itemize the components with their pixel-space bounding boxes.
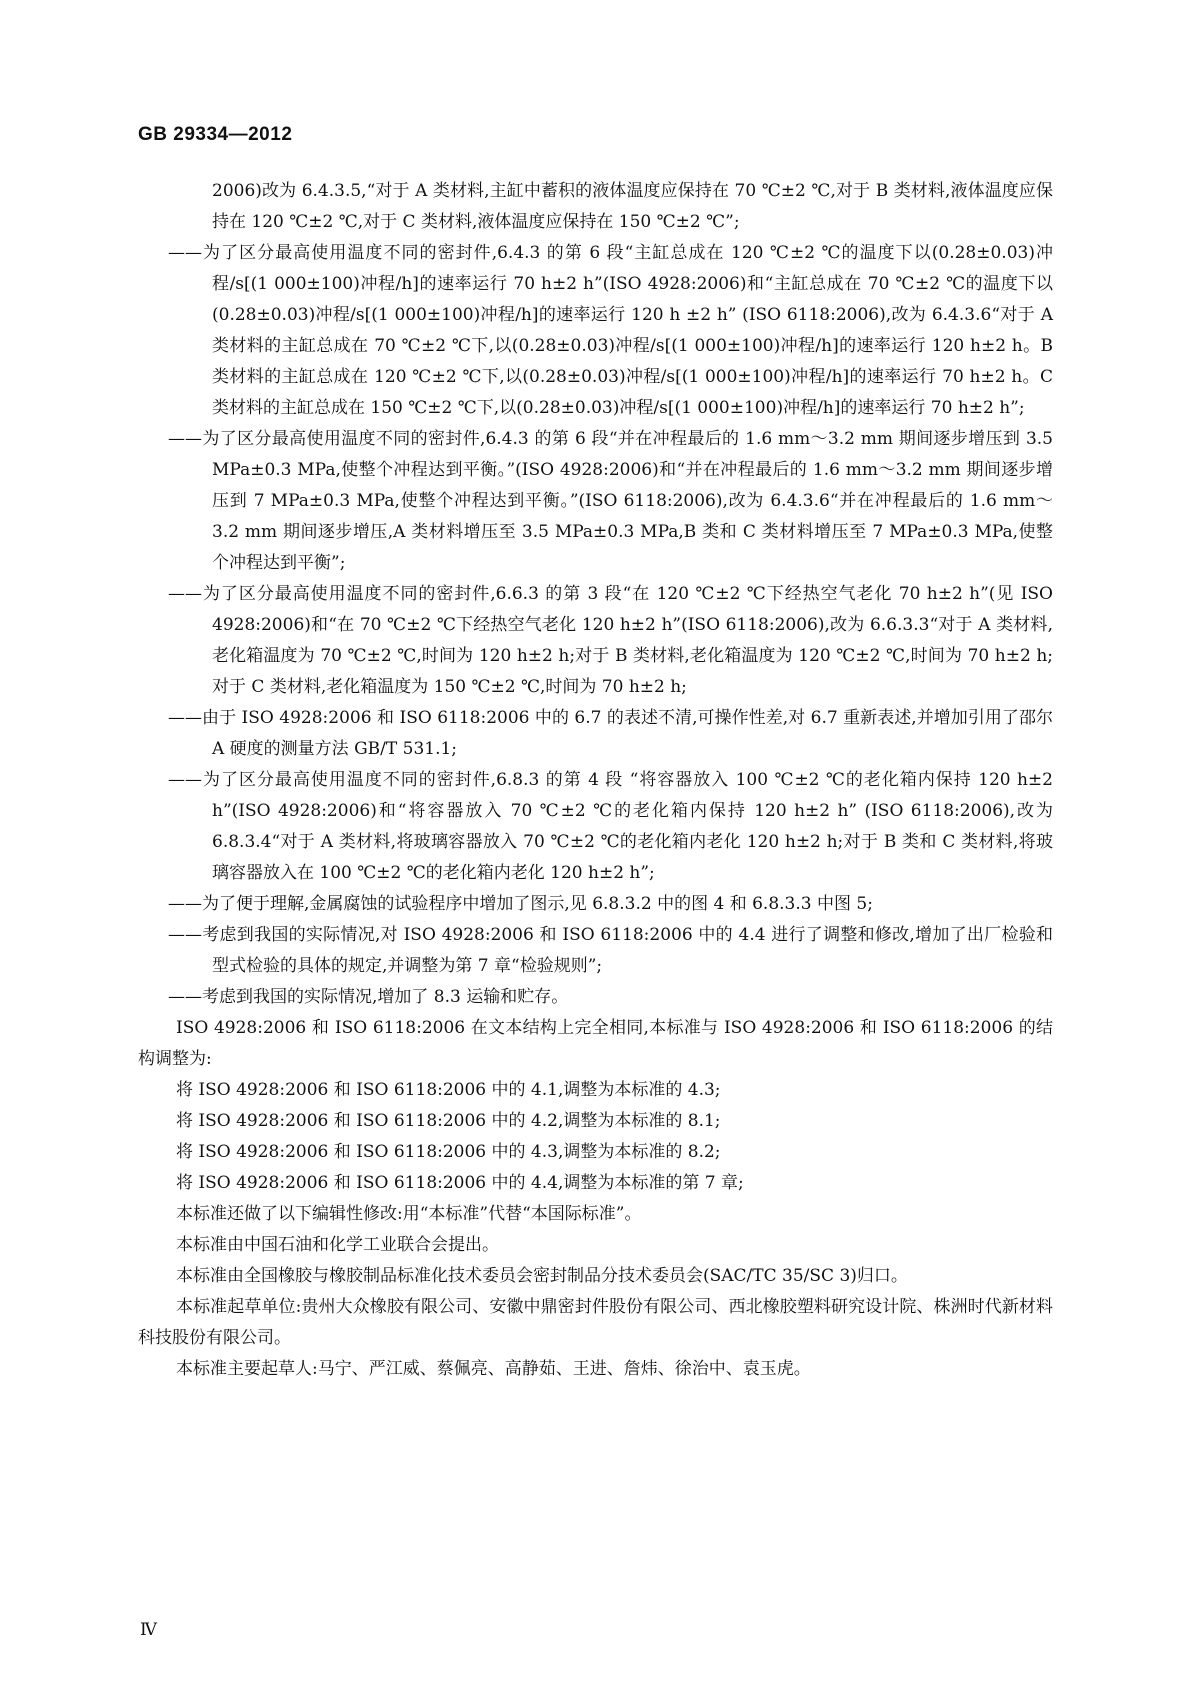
body-paragraph: 本标准还做了以下编辑性修改:用“本标准”代替“本国际标准”。 <box>176 1204 642 1224</box>
dash-list-item: ——为了区分最高使用温度不同的密封件,6.8.3 的第 4 段 “将容器放入 100 ℃±2 ℃的老化箱内保持 120 h±2 h”(ISO 4928:2006)和“将容器放入 70 ℃±2 ℃的老化箱内保持 120 h±2 h” (ISO 6118:2006),改为 6.8.3.4“对于 A 类材料,将玻璃容器放入 70 ℃±2 ℃的老化箱内老化 120 h±2 h;对于 B 类和 C 类材料,将玻璃容器放入在 100 ℃±2 ℃的老化箱内老化 120 h±2 h”; <box>168 770 1053 883</box>
dash-list-item: ——为了区分最高使用温度不同的密封件,6.4.3 的第 6 段“主缸总成在 120 ℃±2 ℃的温度下以(0.28±0.03)冲程/s[(1 000±100)冲程/h]的速率运行 70 h±2 h”(ISO 4928:2006)和“主缸总成在 70 ℃±2 ℃的温度下以(0.28±0.03)冲程/s[(1 000±100)冲程/h]的速率运行 120 h ±2 h” (ISO 6118:2006),改为 6.4.3.6“对于 A 类材料的主缸总成在 70 ℃±2 ℃下,以(0.28±0.03)冲程/s[(1 000±100)冲程/h]的速率运行 120 h±2 h。B 类材料的主缸总成在 120 ℃±2 ℃下,以(0.28±0.03)冲程/s[(1 000±100)冲程/h]的速率运行 70 h±2 h。C 类材料的主缸总成在 150 ℃±2 ℃下,以(0.28±0.03)冲程/s[(1 000±100)冲程/h]的速率运行 70 h±2 h”; <box>168 243 1053 418</box>
dash-list-item: ——为了便于理解,金属腐蚀的试验程序中增加了图示,见 6.8.3.2 中的图 4 和 6.8.3.3 中图 5; <box>168 894 873 914</box>
continued-paragraph: 2006)改为 6.4.3.5,“对于 A 类材料,主缸中蓄积的液体温度应保持在 70 ℃±2 ℃,对于 B 类材料,液体温度应保持在 120 ℃±2 ℃,对于 C 类材料,液体温度应保持在 150 ℃±2 ℃”; <box>212 181 1053 232</box>
dash-list-item: ——考虑到我国的实际情况,增加了 8.3 运输和贮存。 <box>168 987 569 1007</box>
document-number-header: GB 29334—2012 <box>138 124 293 145</box>
page-number: Ⅳ <box>140 1620 157 1640</box>
body-paragraph: 本标准起草单位:贵州大众橡胶有限公司、安徽中鼎密封件股份有限公司、西北橡胶塑料研究设计院、株洲时代新材料科技股份有限公司。 <box>138 1297 1053 1348</box>
body-paragraph: 本标准主要起草人:马宁、严江威、蔡佩亮、高静茹、王进、詹炜、徐治中、袁玉虎。 <box>176 1359 811 1379</box>
body-paragraph: 将 ISO 4928:2006 和 ISO 6118:2006 中的 4.1,调整为本标准的 4.3; <box>176 1080 721 1100</box>
body-paragraph: ISO 4928:2006 和 ISO 6118:2006 在文本结构上完全相同,本标准与 ISO 4928:2006 和 ISO 6118:2006 的结构调整为: <box>138 1018 1053 1069</box>
dash-list-item: ——为了区分最高使用温度不同的密封件,6.6.3 的第 3 段“在 120 ℃±2 ℃下经热空气老化 70 h±2 h”(见 ISO 4928:2006)和“在 70 ℃±2 ℃下经热空气老化 120 h±2 h”(ISO 6118:2006),改为 6.6.3.3“对于 A 类材料,老化箱温度为 70 ℃±2 ℃,时间为 120 h±2 h;对于 B 类材料,老化箱温度为 120 ℃±2 ℃,时间为 70 h±2 h;对于 C 类材料,老化箱温度为 150 ℃±2 ℃,时间为 70 h±2 h; <box>168 584 1053 697</box>
body-paragraph: 本标准由全国橡胶与橡胶制品标准化技术委员会密封制品分技术委员会(SAC/TC 35/SC 3)归口。 <box>176 1266 908 1286</box>
dash-list-item: ——为了区分最高使用温度不同的密封件,6.4.3 的第 6 段“并在冲程最后的 1.6 mm～3.2 mm 期间逐步增压到 3.5 MPa±0.3 MPa,使整个冲程达到平衡。”(ISO 4928:2006)和“并在冲程最后的 1.6 mm～3.2 mm 期间逐步增压到 7 MPa±0.3 MPa,使整个冲程达到平衡。”(ISO 6118:2006),改为 6.4.3.6“并在冲程最后的 1.6 mm～3.2 mm 期间逐步增压,A 类材料增压至 3.5 MPa±0.3 MPa,B 类和 C 类材料增压至 7 MPa±0.3 MPa,使整个冲程达到平衡”; <box>168 429 1053 573</box>
dash-list-item: ——考虑到我国的实际情况,对 ISO 4928:2006 和 ISO 6118:2006 中的 4.4 进行了调整和修改,增加了出厂检验和型式检验的具体的规定,并调整为第 7 章“检验规则”; <box>168 925 1053 976</box>
body-paragraph: 将 ISO 4928:2006 和 ISO 6118:2006 中的 4.2,调整为本标准的 8.1; <box>176 1111 721 1131</box>
body-paragraph: 本标准由中国石油和化学工业联合会提出。 <box>176 1235 499 1255</box>
body-paragraph: 将 ISO 4928:2006 和 ISO 6118:2006 中的 4.4,调整为本标准的第 7 章; <box>176 1173 744 1193</box>
document-body <box>138 176 1053 1385</box>
body-paragraph: 将 ISO 4928:2006 和 ISO 6118:2006 中的 4.3,调整为本标准的 8.2; <box>176 1142 721 1162</box>
dash-list-item: ——由于 ISO 4928:2006 和 ISO 6118:2006 中的 6.7 的表述不清,可操作性差,对 6.7 重新表述,并增加引用了邵尔 A 硬度的测量方法 GB/T 531.1; <box>168 708 1053 759</box>
